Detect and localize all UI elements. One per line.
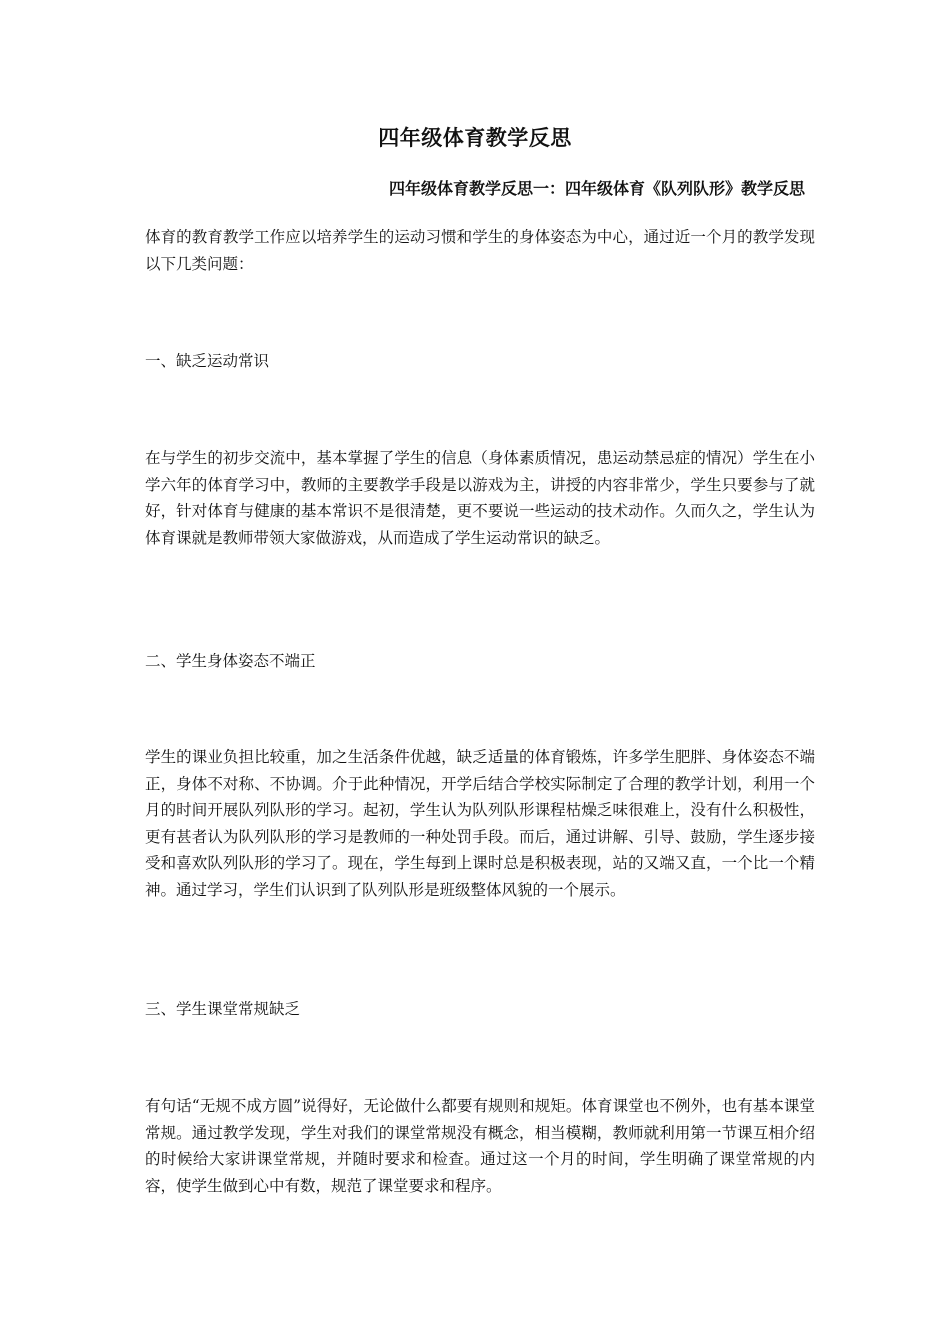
section-body-1: 在与学生的初步交流中，基本掌握了学生的信息（身体素质情况，患运动禁忌症的情况）学生在小学六年的体育学习中，教师的主要教学手段是以游戏为主，讲授的内容非常少，学生只要参与了就好，针对体育与健康的基本常识不是很清楚，更不要说一些运动的技术动作。久而久之，学生认为体育课就是教师带领大家做游戏，从而造成了学生运动常识的缺乏。 bbox=[145, 449, 815, 547]
section-heading-2: 二、学生身体姿态不端正 bbox=[145, 652, 316, 670]
section-body-2: 学生的课业负担比较重，加之生活条件优越，缺乏适量的体育锻炼，许多学生肥胖、身体姿态不端正，身体不对称、不协调。介于此种情况，开学后结合学校实际制定了合理的教学计划，利用一个月的时间开展队列队形的学习。起初，学生认为队列队形课程枯燥乏味很难上，没有什么积极性，更有甚者认为队列队形的学习是教师的一种处罚手段。而后，通过讲解、引导、鼓励，学生逐步接受和喜欢队列队形的学习了。现在，学生每到上课时总是积极表现，站的又端又直，一个比一个精神。通过学习，学生们认识到了队列队形是班级整体风貌的一个展示。 bbox=[145, 748, 815, 899]
intro-paragraph: 体育的教育教学工作应以培养学生的运动习惯和学生的身体姿态为中心，通过近一个月的教学发现以下几类问题： bbox=[145, 228, 815, 273]
document-title: 四年级体育教学反思 bbox=[378, 125, 572, 150]
section-body-3: 有句话“无规不成方圆”说得好，无论做什么都要有规则和规矩。体育课堂也不例外，也有基本课堂常规。通过教学发现，学生对我们的课堂常规没有概念，相当模糊，教师就利用第一节课互相介绍的时候给大家讲课堂常规，并随时要求和检查。通过这一个月的时间，学生明确了课堂常规的内容，使学生做到心中有数，规范了课堂要求和程序。 bbox=[145, 1097, 815, 1195]
section-heading-1: 一、缺乏运动常识 bbox=[145, 352, 270, 370]
section-heading-3: 三、学生课堂常规缺乏 bbox=[145, 1000, 301, 1018]
document-subtitle: 四年级体育教学反思一：四年级体育《队列队形》教学反思 bbox=[388, 179, 805, 198]
